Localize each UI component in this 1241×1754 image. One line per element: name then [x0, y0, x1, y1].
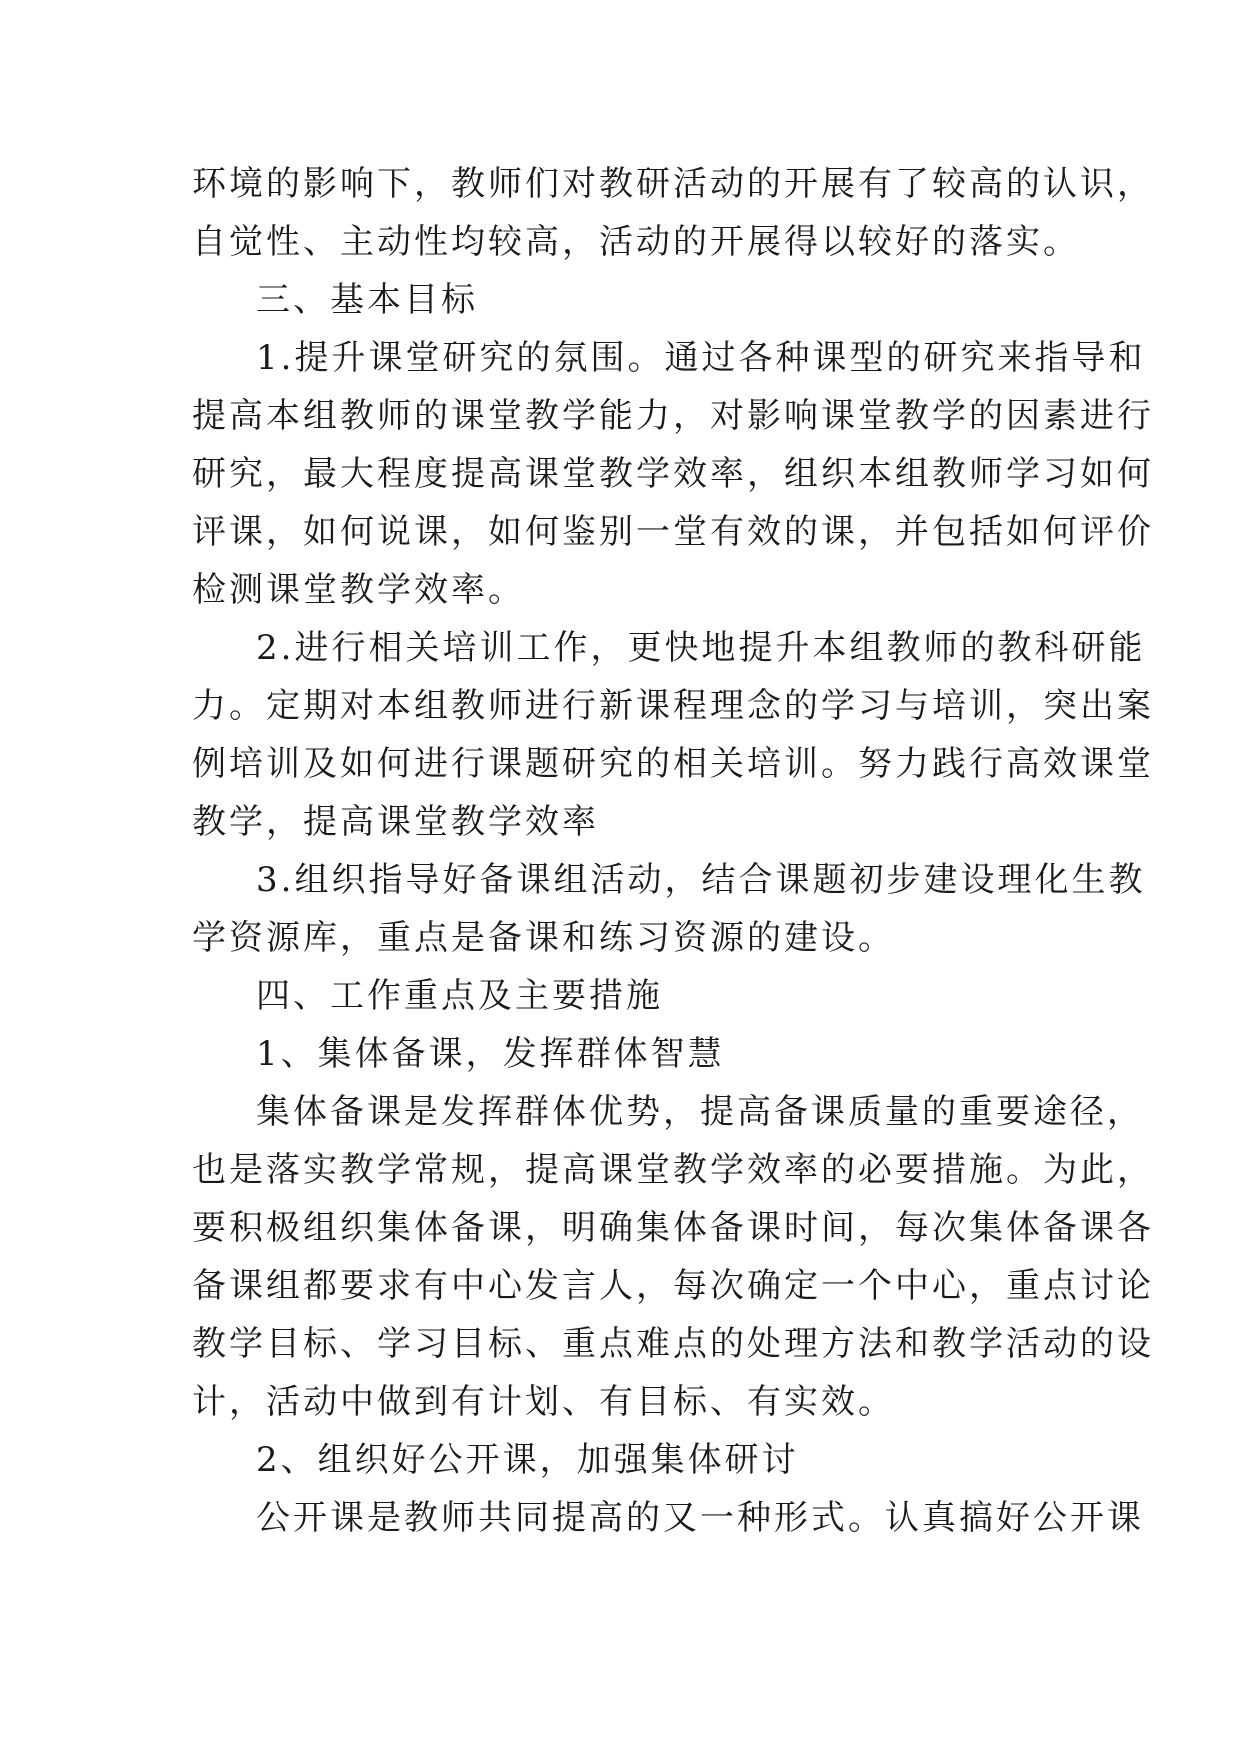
text-line: 2、组织好公开课，加强集体研讨 [256, 1440, 799, 1480]
text-line: 三、基本目标 [256, 280, 478, 320]
text-line: 计，活动中做到有计划、有目标、有实效。 [192, 1382, 895, 1422]
text-line: 要积极组织集体备课，明确集体备课时间，每次集体备课各 [192, 1208, 1154, 1248]
text-line: 集体备课是发挥群体优势，提高备课质量的重要途径， [256, 1092, 1144, 1132]
text-line: 四、工作重点及主要措施 [256, 976, 663, 1016]
text-line: 检测课堂教学效率。 [192, 570, 525, 610]
text-line: 学资源库，重点是备课和练习资源的建设。 [192, 918, 895, 958]
text-line: 评课，如何说课，如何鉴别一堂有效的课，并包括如何评价 [192, 512, 1154, 552]
text-line: 自觉性、主动性均较高，活动的开展得以较好的落实。 [192, 222, 1080, 262]
text-line: 也是落实教学常规，提高课堂教学效率的必要措施。为此， [192, 1150, 1154, 1190]
document-body [192, 155, 1154, 1547]
text-line: 备课组都要求有中心发言人，每次确定一个中心，重点讨论 [192, 1266, 1154, 1306]
text-line: 教学目标、学习目标、重点难点的处理方法和教学活动的设 [192, 1324, 1154, 1364]
text-line: 力。定期对本组教师进行新课程理念的学习与培训，突出案 [192, 686, 1154, 726]
text-line: 教学，提高课堂教学效率 [192, 802, 599, 842]
text-line: 3.组织指导好备课组活动，结合课题初步建设理化生教 [256, 860, 1146, 900]
text-line: 1.提升课堂研究的氛围。通过各种课型的研究来指导和 [256, 338, 1146, 378]
text-line: 提高本组教师的课堂教学能力，对影响课堂教学的因素进行 [192, 396, 1154, 436]
text-line: 2.进行相关培训工作，更快地提升本组教师的教科研能 [256, 628, 1146, 668]
text-line: 公开课是教师共同提高的又一种形式。认真搞好公开课 [256, 1498, 1144, 1538]
text-line: 例培训及如何进行课题研究的相关培训。努力践行高效课堂 [192, 744, 1154, 784]
text-line: 研究，最大程度提高课堂教学效率，组织本组教师学习如何 [192, 454, 1154, 494]
text-line: 环境的影响下，教师们对教研活动的开展有了较高的认识， [192, 164, 1154, 204]
text-line: 1、集体备课，发挥群体智慧 [256, 1034, 725, 1074]
